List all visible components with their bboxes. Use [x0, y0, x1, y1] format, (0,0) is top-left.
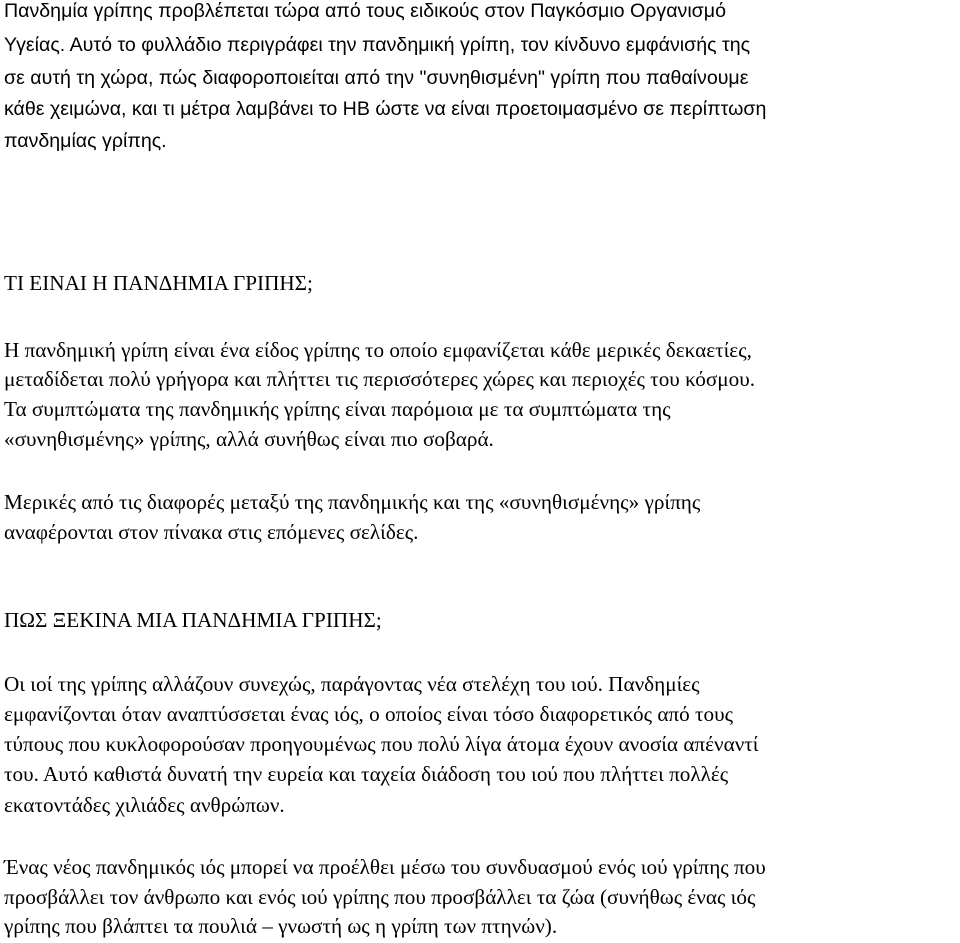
paragraph-line: τύπους που κυκλοφορούσαν προηγουμένως που πολύ λίγα άτομα έχουν ανοσία απέναντί: [4, 732, 759, 756]
paragraph-line: Τα συμπτώματα της πανδημικής γρίπης είναι παρόμοια με τα συμπτώματα της: [4, 397, 671, 421]
paragraph-line: γρίπης που βλάπτει τα πουλιά – γνωστή ως η γρίπη των πτηνών).: [4, 914, 558, 938]
paragraph-line: Μερικές από τις διαφορές μεταξύ της πανδημικής και της «συνηθισμένης» γρίπης: [4, 490, 701, 514]
intro-line: πανδημίας γρίπης.: [4, 130, 167, 152]
paragraph-line: Οι ιοί της γρίπης αλλάζουν συνεχώς, παράγοντας νέα στελέχη του ιού. Πανδημίες: [4, 672, 700, 696]
section-heading: ΤΙ ΕΙΝΑΙ Η ΠΑΝΔΗΜΙΑ ΓΡΙΠΗΣ;: [4, 271, 313, 295]
intro-line: σε αυτή τη χώρα, πώς διαφοροποιείται από την "συνηθισμένη" γρίπη που παθαίνουμε: [4, 67, 749, 89]
paragraph-line: αναφέρονται στον πίνακα στις επόμενες σελίδες.: [4, 520, 419, 544]
paragraph-line: του. Αυτό καθιστά δυνατή την ευρεία και ταχεία διάδοση του ιού που πλήττει πολλές: [4, 762, 729, 786]
paragraph-line: προσβάλλει τον άνθρωπο και ενός ιού γρίπης που προσβάλλει τα ζώα (συνήθως ένας ιός: [4, 885, 756, 909]
intro-line: κάθε χειμώνα, και τι μέτρα λαμβάνει το ΗΒ ώστε να είναι προετοιμασμένο σε περίπτωση: [4, 98, 767, 120]
intro-line: Υγείας. Αυτό το φυλλάδιο περιγράφει την πανδημική γρίπη, τον κίνδυνο εμφάνισής της: [4, 34, 751, 56]
paragraph-line: Ένας νέος πανδημικός ιός μπορεί να προέλθει μέσω του συνδυασμού ενός ιού γρίπης που: [4, 855, 766, 879]
intro-line: Πανδημία γρίπης προβλέπεται τώρα από τους ειδικούς στον Παγκόσμιο Οργανισμό: [4, 0, 726, 22]
paragraph-line: εμφανίζονται όταν αναπτύσσεται ένας ιός, ο οποίος είναι τόσο διαφορετικός από τους: [4, 702, 734, 726]
paragraph-line: «συνηθισμένης» γρίπης, αλλά συνήθως είναι πιο σοβαρά.: [4, 427, 494, 451]
section-heading: ΠΩΣ ΞΕΚΙΝΑ ΜΙΑ ΠΑΝΔΗΜΙΑ ΓΡΙΠΗΣ;: [4, 608, 382, 632]
paragraph-line: μεταδίδεται πολύ γρήγορα και πλήττει τις περισσότερες χώρες και περιοχές του κόσμου.: [4, 367, 756, 391]
paragraph-line: εκατοντάδες χιλιάδες ανθρώπων.: [4, 793, 285, 817]
paragraph-line: Η πανδημική γρίπη είναι ένα είδος γρίπης το οποίο εμφανίζεται κάθε μερικές δεκαετίες,: [4, 338, 752, 362]
